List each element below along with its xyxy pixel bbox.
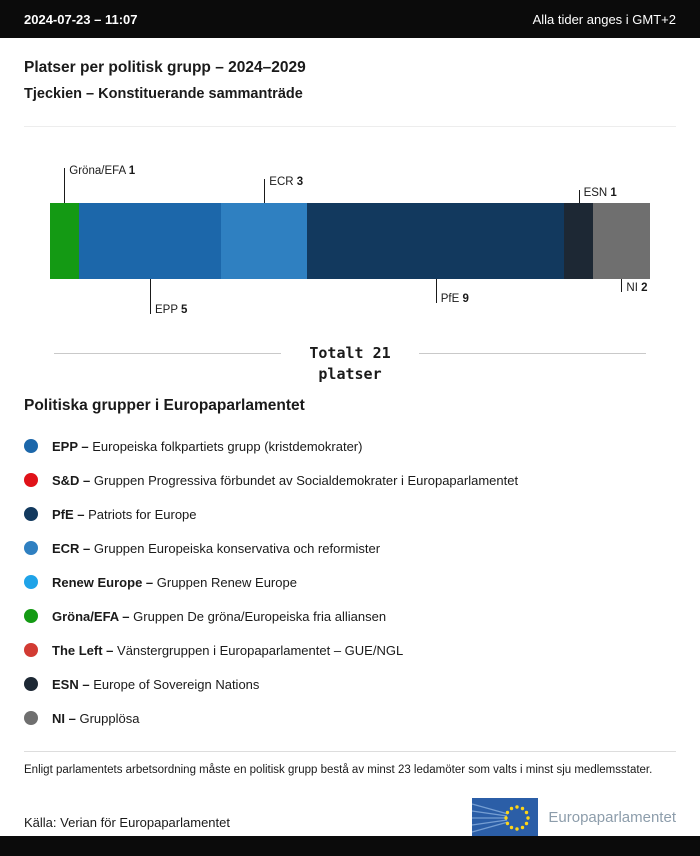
group-color-dot-pfe: [24, 507, 38, 521]
callout-label-epp: EPP 5: [155, 304, 188, 316]
total-row: [54, 343, 646, 385]
source-value: Verian för Europaparlamentet: [60, 814, 230, 830]
legend-item-the-left: [24, 633, 676, 667]
legend-heading: Politiska grupper i Europaparlamentet: [24, 397, 305, 414]
group-color-dot-gr-na-efa: [24, 609, 38, 623]
callout-label-ecr: ECR 3: [269, 176, 304, 188]
eu-parliament-hemicycle-icon: [472, 798, 538, 838]
callout-label-esn: ESN 1: [583, 187, 617, 199]
legend-item-text: Renew Europe – Gruppen Renew Europe: [52, 574, 297, 590]
legend-item-pfe: [24, 497, 676, 531]
seat-chart: [50, 147, 650, 333]
total-divider-right: [419, 353, 646, 354]
group-color-dot-ni: [24, 711, 38, 725]
page-subtitle: Tjeckien – Konstituerande sammanträde: [24, 86, 303, 102]
legend-item-text: NI – Grupplösa: [52, 710, 140, 726]
callout-ni: [621, 279, 648, 294]
group-color-dot-s-d: [24, 473, 38, 487]
callout-gr-na-efa: [64, 165, 136, 203]
legend-item-ni: [24, 701, 676, 735]
group-color-dot-ecr: [24, 541, 38, 555]
group-color-dot-epp: [24, 439, 38, 453]
seat-chart-section: [24, 126, 676, 385]
legend-item-text: The Left – Vänstergruppen i Europaparlamentet – GUE/NGL: [52, 642, 404, 658]
footnote-section: [24, 751, 676, 780]
brand-name: Europaparlamentet: [548, 809, 676, 827]
stacked-bar: [50, 203, 650, 279]
top-bar: [0, 0, 700, 38]
legend-item-esn: [24, 667, 676, 701]
footnote-text: Enligt parlamentets arbetsordning måste en politisk grupp bestå av minst 23 ledamöter som valts i minst sju medlemsstater.: [24, 764, 653, 776]
group-color-dot-esn: [24, 677, 38, 691]
legend-item-gr-na-efa: [24, 599, 676, 633]
callout-label-pfe: PfE 9: [440, 293, 469, 305]
legend-item-text: PfE – Patriots for Europe: [52, 506, 197, 522]
legend-item-text: ECR – Gruppen Europeiska konservativa och reformister: [52, 540, 381, 556]
source-row: [24, 798, 676, 838]
bar-segment-ecr[interactable]: [221, 203, 307, 279]
group-color-dot-renew-europe: [24, 575, 38, 589]
callout-pfe: [436, 279, 469, 305]
bar-segment-gr-na-efa[interactable]: [50, 203, 79, 279]
source-text: [24, 815, 230, 838]
european-parliament-logo[interactable]: [472, 798, 676, 838]
legend-item-text: EPP – Europeiska folkpartiets grupp (kristdemokrater): [52, 438, 363, 454]
total-divider-left: [54, 353, 281, 354]
callout-esn: [579, 187, 617, 203]
legend-item-epp: [24, 429, 676, 463]
callout-ecr: [264, 176, 304, 203]
group-color-dot-the-left: [24, 643, 38, 657]
legend-list: [24, 429, 676, 735]
legend-item-ecr: [24, 531, 676, 565]
page-title: Platser per politisk grupp – 2024–2029: [24, 59, 306, 76]
legend-item-renew-europe: [24, 565, 676, 599]
bar-segment-pfe[interactable]: [307, 203, 564, 279]
legend-item-text: Gröna/EFA – Gruppen De gröna/Europeiska fria alliansen: [52, 608, 387, 624]
legend-item-text: S&D – Gruppen Progressiva förbundet av Socialdemokrater i Europaparlamentet: [52, 472, 519, 488]
timezone-note: Alla tider anges i GMT+2: [532, 11, 676, 27]
bottom-bar: [0, 836, 700, 856]
legend-item-s-d: [24, 463, 676, 497]
total-seats-label: Totalt 21 platser: [309, 344, 391, 383]
main-content: [0, 59, 700, 838]
bar-segment-esn[interactable]: [564, 203, 593, 279]
callout-label-gr-na-efa: Gröna/EFA 1: [69, 165, 136, 177]
legend-item-text: ESN – Europe of Sovereign Nations: [52, 676, 260, 692]
bar-segment-epp[interactable]: [79, 203, 222, 279]
source-label: Källa:: [24, 814, 57, 830]
callout-epp: [150, 279, 188, 316]
callout-label-ni: NI 2: [626, 282, 648, 294]
datetime-label: 2024-07-23 – 11:07: [24, 11, 138, 27]
bar-segment-ni[interactable]: [593, 203, 650, 279]
